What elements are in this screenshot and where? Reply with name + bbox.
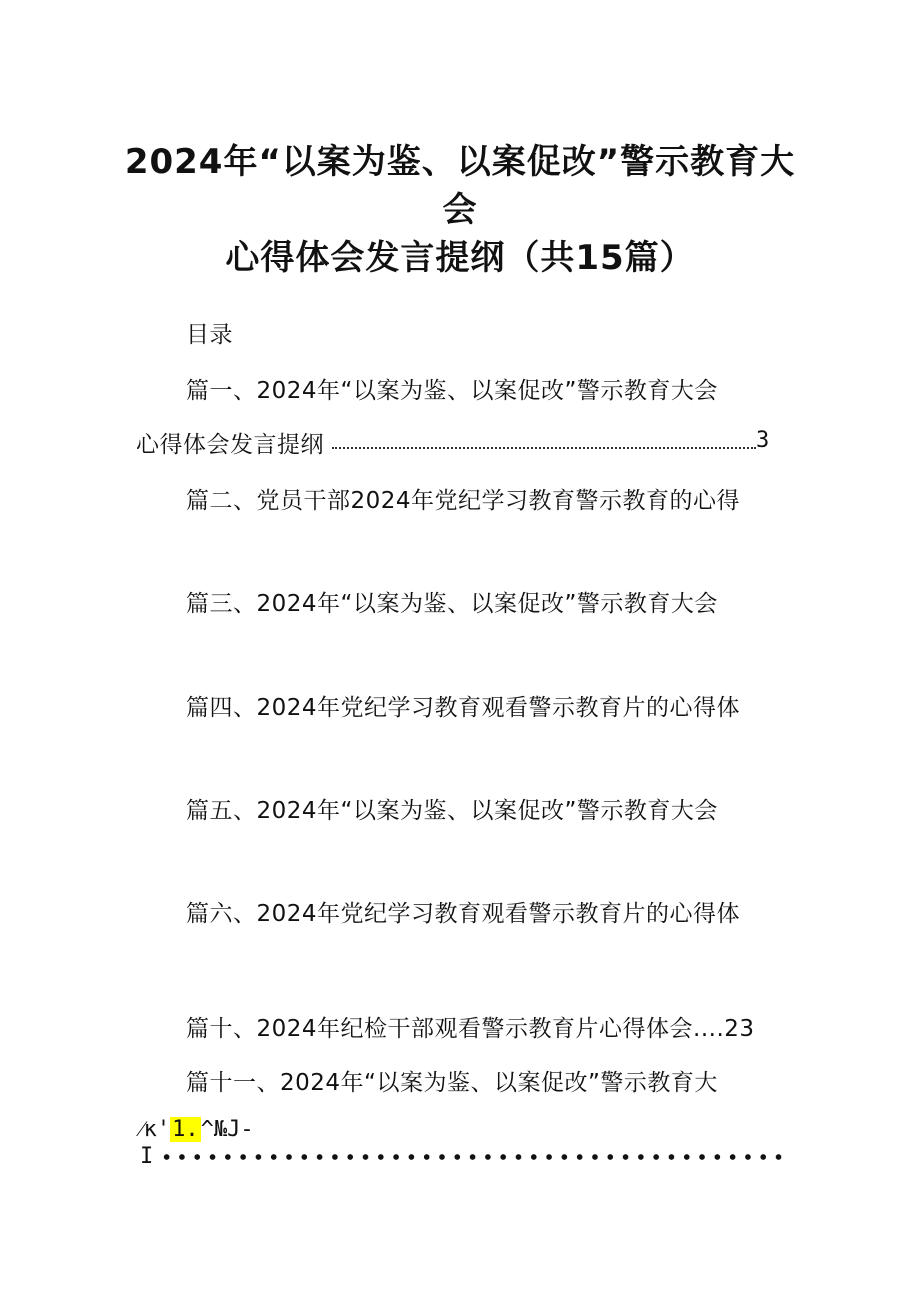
garbled-text-line	[140, 1116, 254, 1142]
toc-entry-5[interactable]: 篇五、2024年“以案为鉴、以案促改”警示教育大会	[186, 798, 718, 824]
leader-lead-char: I	[140, 1144, 154, 1169]
bullet-leader-line	[140, 1144, 789, 1169]
document-title-line-1: 2024年“以案为鉴、以案促改”警示教育大	[124, 142, 796, 182]
toc-entry-1[interactable]: 篇一、2024年“以案为鉴、以案促改”警示教育大会	[186, 378, 718, 404]
toc-entry-4[interactable]: 篇四、2024年党纪学习教育观看警示教育片的心得体	[186, 695, 741, 721]
toc-entry-6[interactable]: 篇六、2024年党纪学习教育观看警示教育片的心得体	[186, 901, 741, 927]
toc-entry-10[interactable]: 篇十、2024年纪检干部观看警示教育片心得体会....23	[186, 1016, 755, 1042]
toc-entry-1-page: 3	[756, 428, 770, 453]
toc-heading: 目录	[186, 322, 233, 348]
document-title-line-2: 会	[442, 190, 478, 230]
bullet-dots	[159, 1152, 789, 1162]
toc-entry-1-continued[interactable]: 心得体会发言提纲	[136, 432, 324, 458]
toc-leader-dots	[332, 437, 756, 449]
highlighted-text: 1.	[172, 1117, 199, 1142]
toc-entry-3[interactable]: 篇三、2024年“以案为鉴、以案促改”警示教育大会	[186, 591, 718, 617]
garbled-prefix: ⁄κ'	[140, 1117, 171, 1142]
toc-entry-2[interactable]: 篇二、党员干部2024年党纪学习教育警示教育的心得	[186, 488, 741, 514]
garbled-suffix: ^№J-	[200, 1117, 254, 1142]
toc-entry-11[interactable]: 篇十一、2024年“以案为鉴、以案促改”警示教育大	[186, 1070, 718, 1096]
document-title-line-3: 心得体会发言提纲（共15篇）	[225, 238, 695, 278]
